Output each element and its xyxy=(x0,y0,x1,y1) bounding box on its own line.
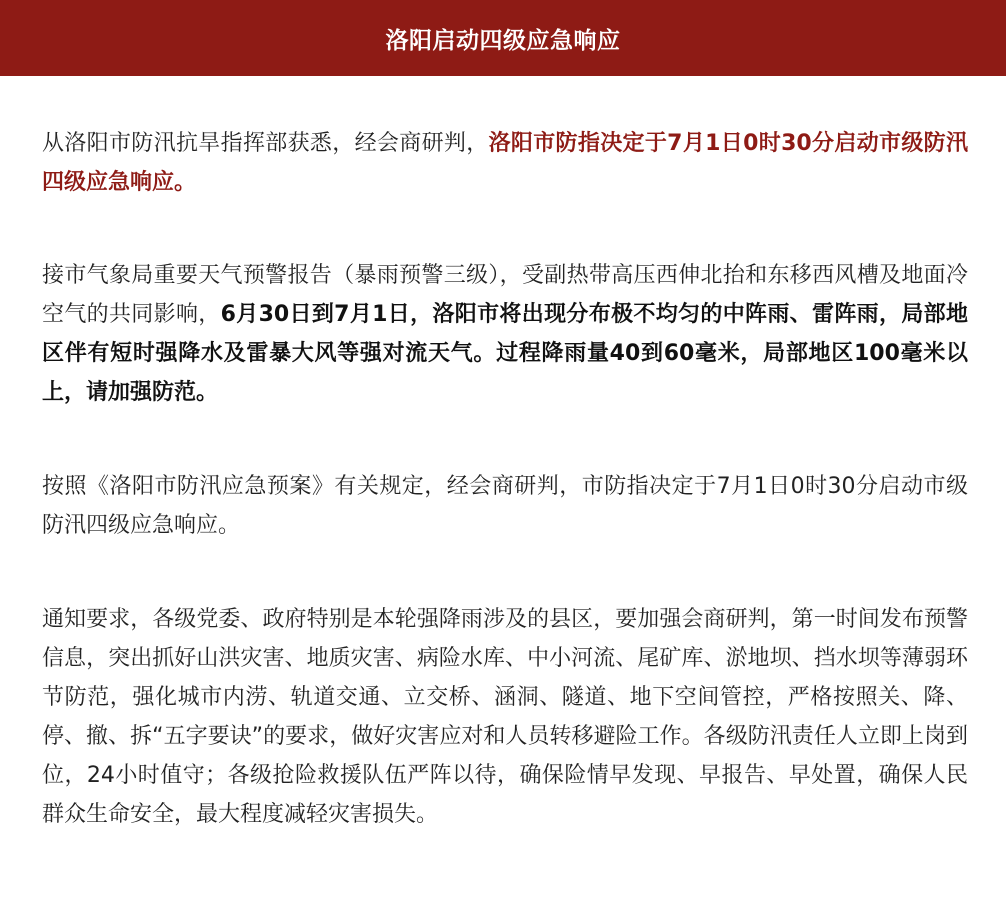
paragraph-2-bold: 6月30日到7月1日，洛阳市将出现分布极不均匀的中阵雨、雷阵雨，局部地区伴有短时强降水及雷暴大风等强对流天气。过程降雨量40到60毫米，局部地区100毫米以上，请加强防范。 xyxy=(42,302,968,405)
paragraph-2-text: 接市气象局重要天气预警报告（暴雨预警三级），受副热带高压西伸北抬和东移西风槽及地面冷空气的共同影响， xyxy=(42,263,968,327)
header-bar xyxy=(0,0,1006,76)
paragraph-2 xyxy=(42,256,968,412)
paragraph-4: 通知要求，各级党委、政府特别是本轮强降雨涉及的县区，要加强会商研判，第一时间发布预警信息，突出抓好山洪灾害、地质灾害、病险水库、中小河流、尾矿库、淤地坝、挡水坝等薄弱环节防范，强化城市内涝、轨道交通、立交桥、涵洞、隧道、地下空间管控，严格按照关、降、停、撤、拆“五字要诀”的要求，做好灾害应对和人员转移避险工作。各级防汛责任人立即上岗到位，24小时值守；各级抢险救援队伍严阵以待，确保险情早发现、早报告、早处置，确保人民群众生命安全，最大程度减轻灾害损失。 xyxy=(42,607,968,827)
article-body xyxy=(0,76,1006,834)
paragraph-1 xyxy=(42,76,968,202)
page-title: 洛阳启动四级应急响应 xyxy=(385,27,621,54)
paragraph-1-text: 从洛阳市防汛抗旱指挥部获悉，经会商研判， xyxy=(42,131,489,156)
paragraph-1-highlight: 洛阳市防指决定于7月1日0时30分启动市级防汛四级应急响应。 xyxy=(42,131,968,195)
paragraph-3: 按照《洛阳市防汛应急预案》有关规定，经会商研判，市防指决定于7月1日0时30分启动市级防汛四级应急响应。 xyxy=(42,474,968,538)
